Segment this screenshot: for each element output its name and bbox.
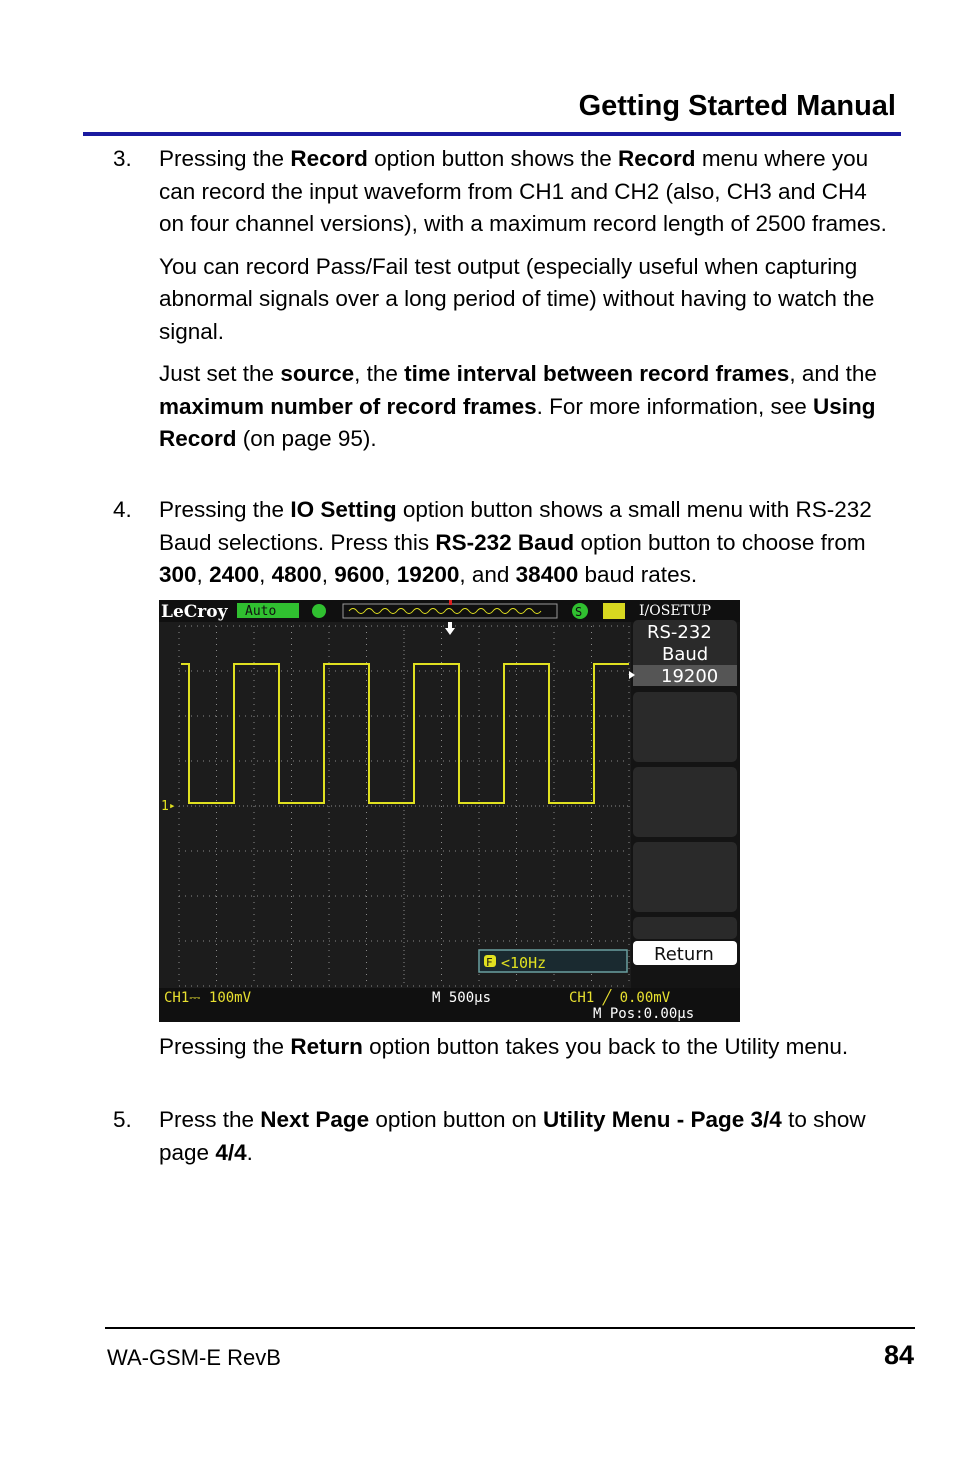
svg-text:<10Hz: <10Hz	[501, 954, 547, 972]
page-title: Getting Started Manual	[578, 90, 896, 122]
printer-icon	[603, 603, 625, 619]
footer-doc-id: WA-GSM-E RevB	[107, 1345, 281, 1370]
svg-text:Return: Return	[654, 944, 714, 965]
timebase: M 500μs	[432, 990, 492, 1006]
paragraph: Pressing the Return option button takes you back to the Utility menu.	[159, 1034, 849, 1059]
item-number: 3.	[113, 146, 132, 171]
oscilloscope-screenshot	[159, 600, 740, 1022]
horizontal-position: M Pos:0.00μs	[593, 1006, 695, 1022]
menu-item-empty-5[interactable]	[633, 917, 737, 939]
menu-item-empty-3[interactable]	[633, 767, 737, 837]
svg-text:Baud: Baud	[662, 644, 709, 665]
svg-text:S: S	[575, 605, 583, 619]
paragraph: Pressing the Record option button shows the Record menu where you can record the input waveform from CH1 and CH2 (also, CH3 and CH4 on four channel versions), with a maximum record length of 2500 frames.	[159, 146, 887, 236]
paragraph: Just set the source, the time interval between record frames, and the maximum number of record frames. For more information, see Using Record (on page 95).	[159, 361, 877, 451]
item-number: 5.	[113, 1107, 132, 1132]
ch1-scale: CH1⎓ 100mV	[164, 990, 252, 1006]
list-item-5	[113, 1104, 893, 1179]
page-number: 84	[883, 1340, 914, 1370]
svg-text:Auto: Auto	[245, 604, 277, 619]
header-rule	[83, 132, 901, 136]
paragraph: You can record Pass/Fail test output (especially useful when capturing abnormal signals over a long period of time) without having to watch the signal.	[159, 253, 875, 344]
menu-item-empty-2[interactable]	[633, 692, 737, 762]
brand-logo: LeCroy	[161, 602, 228, 622]
list-item-4-continued	[113, 1031, 893, 1074]
paragraph: Press the Next Page option button on Utility Menu - Page 3/4 to show page 4/4.	[159, 1107, 866, 1165]
trigger-level: CH1 ╱ 0.00mV	[569, 990, 671, 1006]
list-item-4	[113, 494, 893, 602]
item-number: 4.	[113, 497, 132, 522]
paragraph: Pressing the IO Setting option button shows a small menu with RS-232 Baud selections. Press this RS-232 Baud option button to choose from 300, 2400, 4800, 9600, 19200, and 38400 baud rates.	[159, 497, 872, 587]
menu-title: I/OSETUP	[639, 603, 712, 619]
footer-rule	[105, 1327, 915, 1329]
list-item-3	[113, 143, 893, 466]
baud-value: 19200	[661, 666, 719, 687]
run-status-icon	[312, 604, 326, 618]
ch1-ground-marker: 1	[161, 799, 169, 814]
menu-item-empty-4[interactable]	[633, 842, 737, 912]
svg-text:RS-232: RS-232	[647, 622, 712, 643]
svg-text:F: F	[486, 956, 493, 969]
svg-text:▸: ▸	[169, 799, 176, 812]
